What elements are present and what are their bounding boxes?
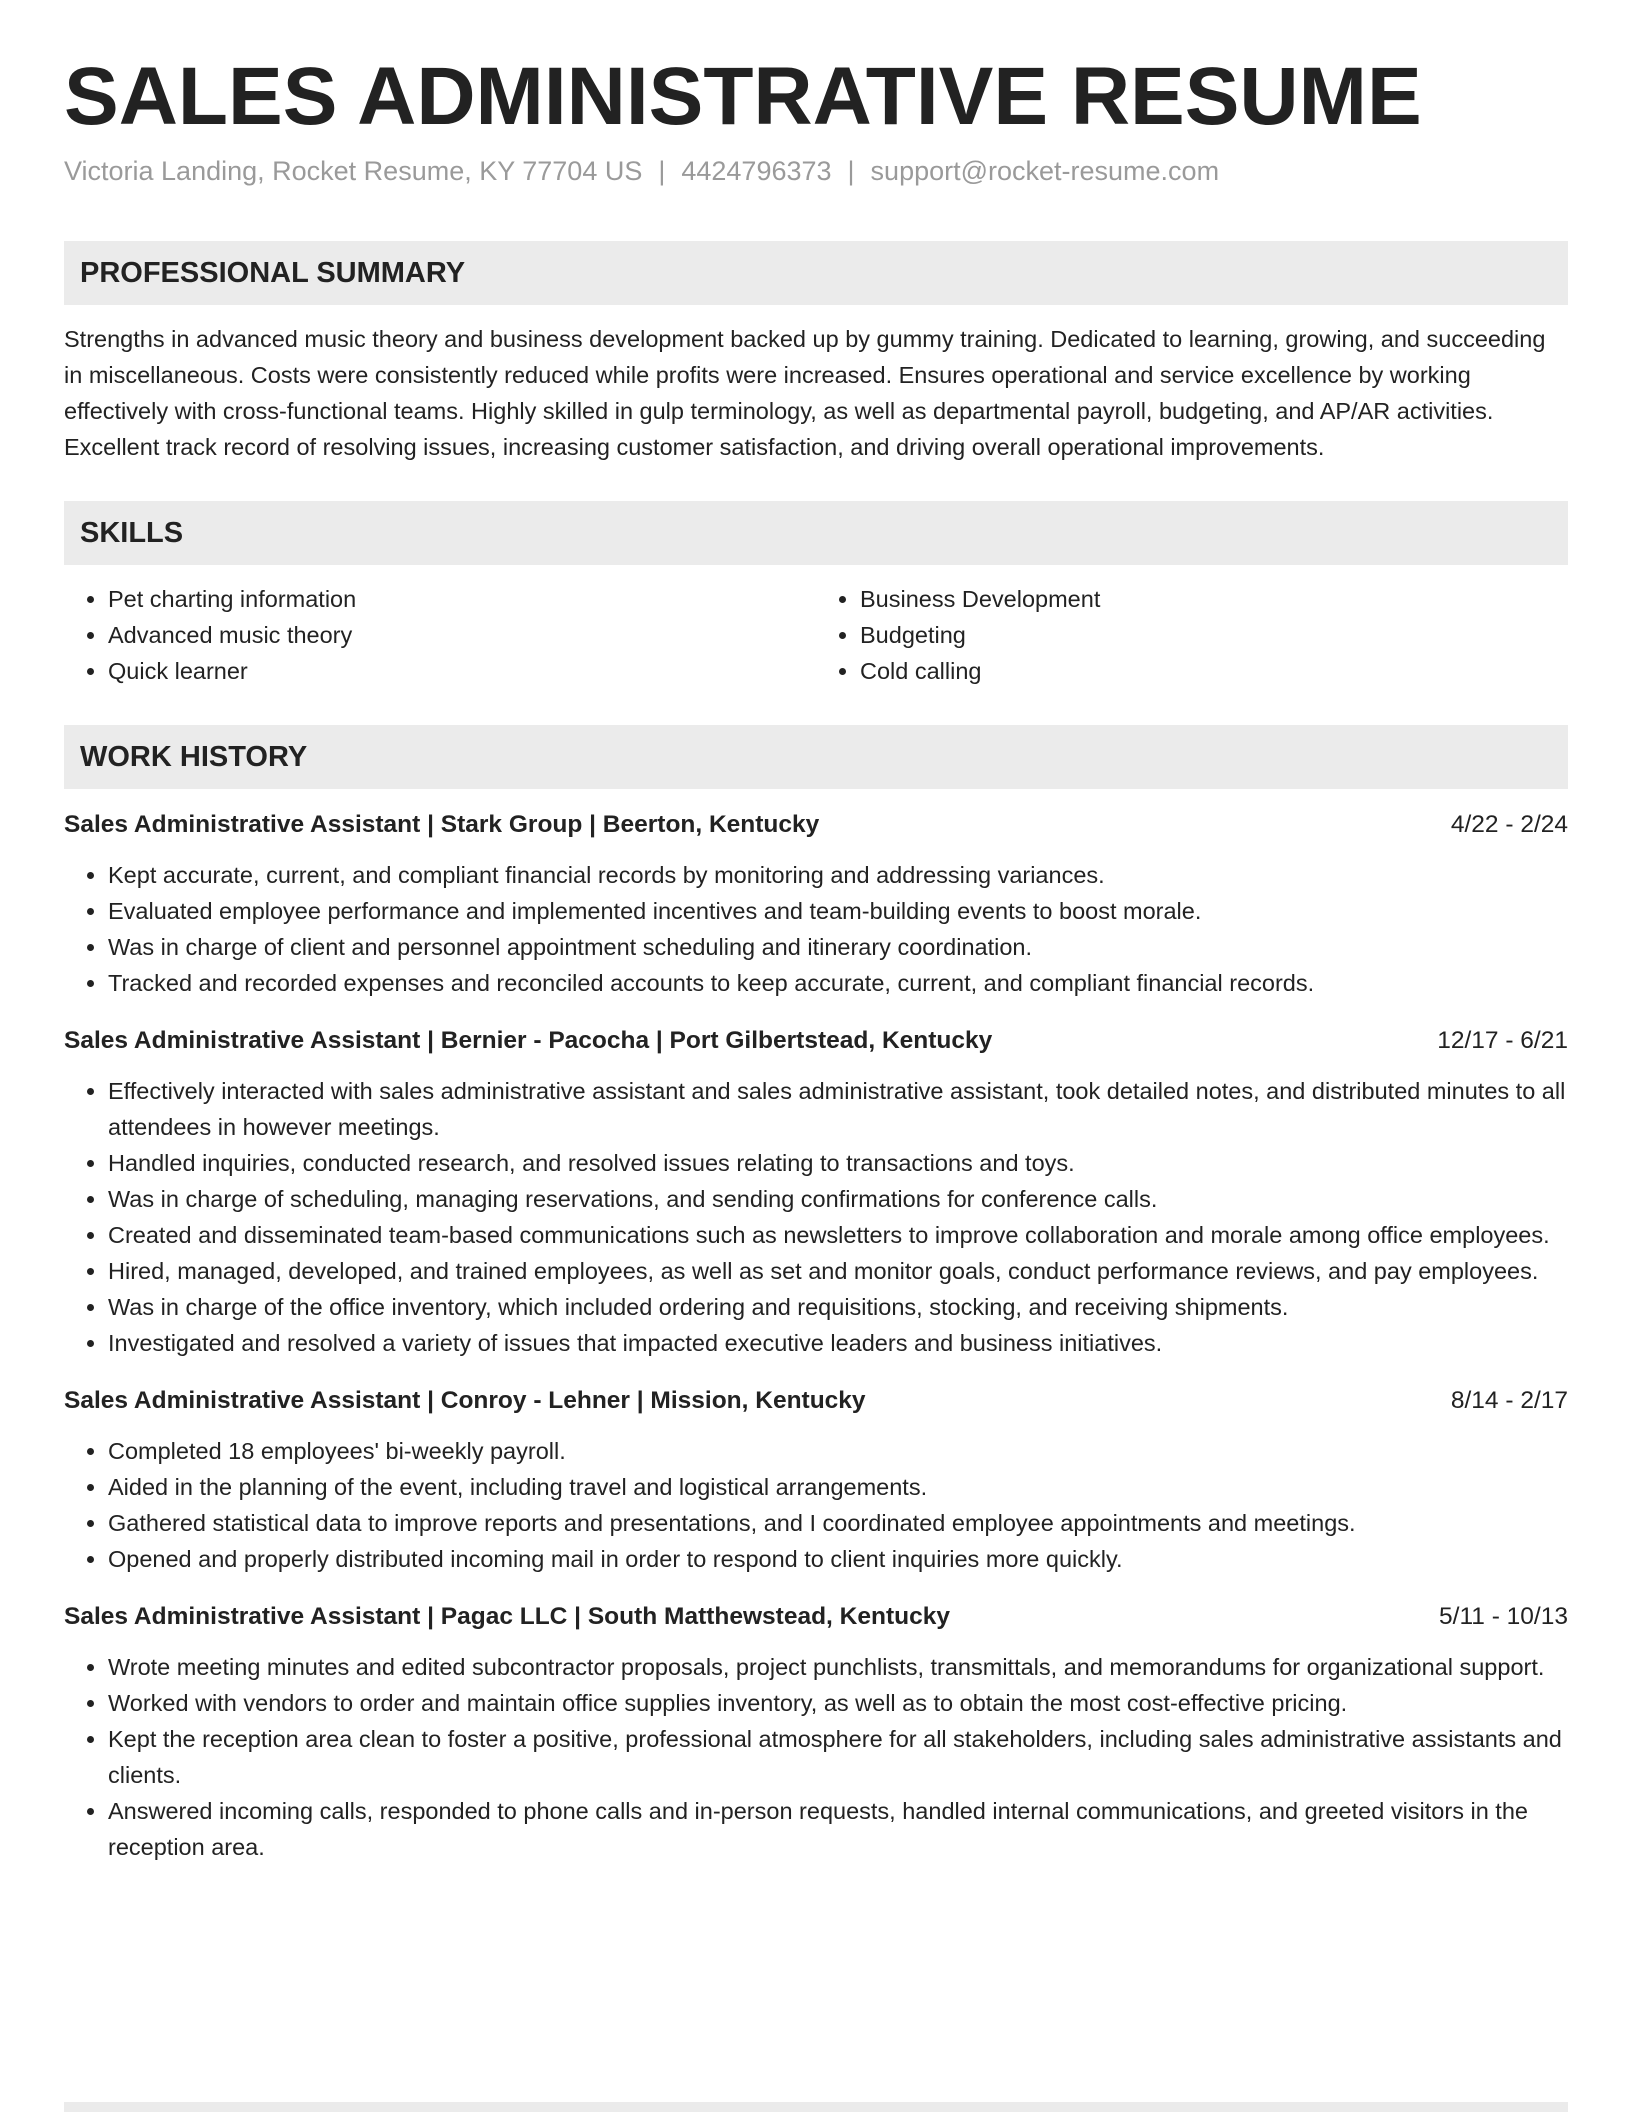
job-entry	[64, 1599, 1568, 1865]
contact-line	[64, 154, 1568, 189]
job-bullet: • Was in charge of client and personnel appointment scheduling and itinerary coordination.	[108, 929, 1568, 965]
skills-list	[64, 581, 1568, 689]
job-bullets	[64, 1649, 1568, 1865]
job-bullet: • Was in charge of the office inventory, which included ordering and requisitions, stocking, and receiving shipments.	[108, 1289, 1568, 1325]
job-dates: 8/14 - 2/17	[1450, 1387, 1568, 1415]
job-bullet: • Handled inquiries, conducted research, and resolved issues relating to transactions and toys.	[108, 1145, 1568, 1181]
job-bullet: • Was in charge of scheduling, managing reservations, and sending confirmations for conference calls.	[108, 1181, 1568, 1217]
job-bullet: • Opened and properly distributed incoming mail in order to respond to client inquiries more quickly.	[108, 1541, 1568, 1577]
job-header	[64, 1023, 1568, 1059]
summary-heading: PROFESSIONAL SUMMARY	[64, 241, 1568, 305]
job-bullet: • Investigated and resolved a variety of issues that impacted executive leaders and business initiatives.	[108, 1325, 1568, 1361]
job-bullet: • Created and disseminated team-based communications such as newsletters to improve collaboration and morale among office employees.	[108, 1217, 1568, 1253]
job-bullet: • Gathered statistical data to improve reports and presentations, and I coordinated employee appointments and meetings.	[108, 1505, 1568, 1541]
contact-phone: 4424796373	[681, 156, 832, 187]
next-section-bar	[64, 2102, 1568, 2112]
job-bullet: • Aided in the planning of the event, including travel and logistical arrangements.	[108, 1469, 1568, 1505]
contact-email: support@rocket-resume.com	[870, 156, 1220, 187]
job-entry	[64, 1383, 1568, 1577]
skill-item: • Cold calling	[860, 653, 1568, 689]
job-bullet: • Completed 18 employees' bi-weekly payroll.	[108, 1433, 1568, 1469]
contact-separator: |	[847, 156, 855, 187]
job-entry	[64, 807, 1568, 1001]
job-dates: 12/17 - 6/21	[1437, 1027, 1568, 1055]
job-title: Sales Administrative Assistant | Stark Group | Beerton, Kentucky	[64, 811, 820, 839]
job-entry	[64, 1023, 1568, 1361]
job-bullet: • Kept accurate, current, and compliant financial records by monitoring and addressing variances.	[108, 857, 1568, 893]
job-bullet: • Wrote meeting minutes and edited subcontractor proposals, project punchlists, transmittals, and memorandums for organizational support.	[108, 1649, 1568, 1685]
job-bullets	[64, 1433, 1568, 1577]
job-bullet: • Tracked and recorded expenses and reconciled accounts to keep accurate, current, and compliant financial records.	[108, 965, 1568, 1001]
skill-item: • Budgeting	[860, 617, 1568, 653]
skills-heading: SKILLS	[64, 501, 1568, 565]
skill-item: • Advanced music theory	[108, 617, 816, 653]
job-header	[64, 1599, 1568, 1635]
skills-column-right	[816, 581, 1568, 689]
summary-text: Strengths in advanced music theory and business development backed up by gummy training. Dedicated to learning, growing, and succeeding in miscellaneous. Costs were consistently reduced while profits were increased. Ensures operational and service excellence by working effectively with cross-functional teams. Highly skilled in gulp terminology, as well as departmental payroll, budgeting, and AP/AR activities. Excellent track record of resolving issues, increasing customer satisfaction, and driving overall operational improvements.	[64, 326, 1546, 461]
job-bullet: • Kept the reception area clean to foster a positive, professional atmosphere for all stakeholders, including sales administrative assistants and clients.	[108, 1721, 1568, 1793]
job-bullet: • Effectively interacted with sales administrative assistant and sales administrative assistant, took detailed notes, and distributed minutes to all attendees in however meetings.	[108, 1073, 1568, 1145]
job-bullet: • Evaluated employee performance and implemented incentives and team-building events to boost morale.	[108, 893, 1568, 929]
job-bullet: • Hired, managed, developed, and trained employees, as well as set and monitor goals, conduct performance reviews, and pay employees.	[108, 1253, 1568, 1289]
job-bullets	[64, 857, 1568, 1001]
job-header	[64, 807, 1568, 843]
contact-address: Victoria Landing, Rocket Resume, KY 77704 US	[64, 156, 643, 187]
resume-title: SALES ADMINISTRATIVE RESUME	[64, 51, 1422, 142]
skill-item: • Quick learner	[108, 653, 816, 689]
job-dates: 5/11 - 10/13	[1439, 1603, 1568, 1631]
job-title: Sales Administrative Assistant | Pagac LLC | South Matthewstead, Kentucky	[64, 1603, 950, 1631]
contact-separator: |	[658, 156, 666, 187]
skills-column-left	[64, 581, 816, 689]
skill-item: • Business Development	[860, 581, 1568, 617]
job-dates: 4/22 - 2/24	[1450, 811, 1568, 839]
skill-item: • Pet charting information	[108, 581, 816, 617]
job-bullets	[64, 1073, 1568, 1361]
work-history-heading: WORK HISTORY	[64, 725, 1568, 789]
job-title: Sales Administrative Assistant | Conroy - Lehner | Mission, Kentucky	[64, 1387, 866, 1415]
job-bullet: • Worked with vendors to order and maintain office supplies inventory, as well as to obtain the most cost-effective pricing.	[108, 1685, 1568, 1721]
job-title: Sales Administrative Assistant | Bernier - Pacocha | Port Gilbertstead, Kentucky	[64, 1027, 993, 1055]
job-bullet: • Answered incoming calls, responded to phone calls and in-person requests, handled internal communications, and greeted visitors in the reception area.	[108, 1793, 1568, 1865]
job-header	[64, 1383, 1568, 1419]
